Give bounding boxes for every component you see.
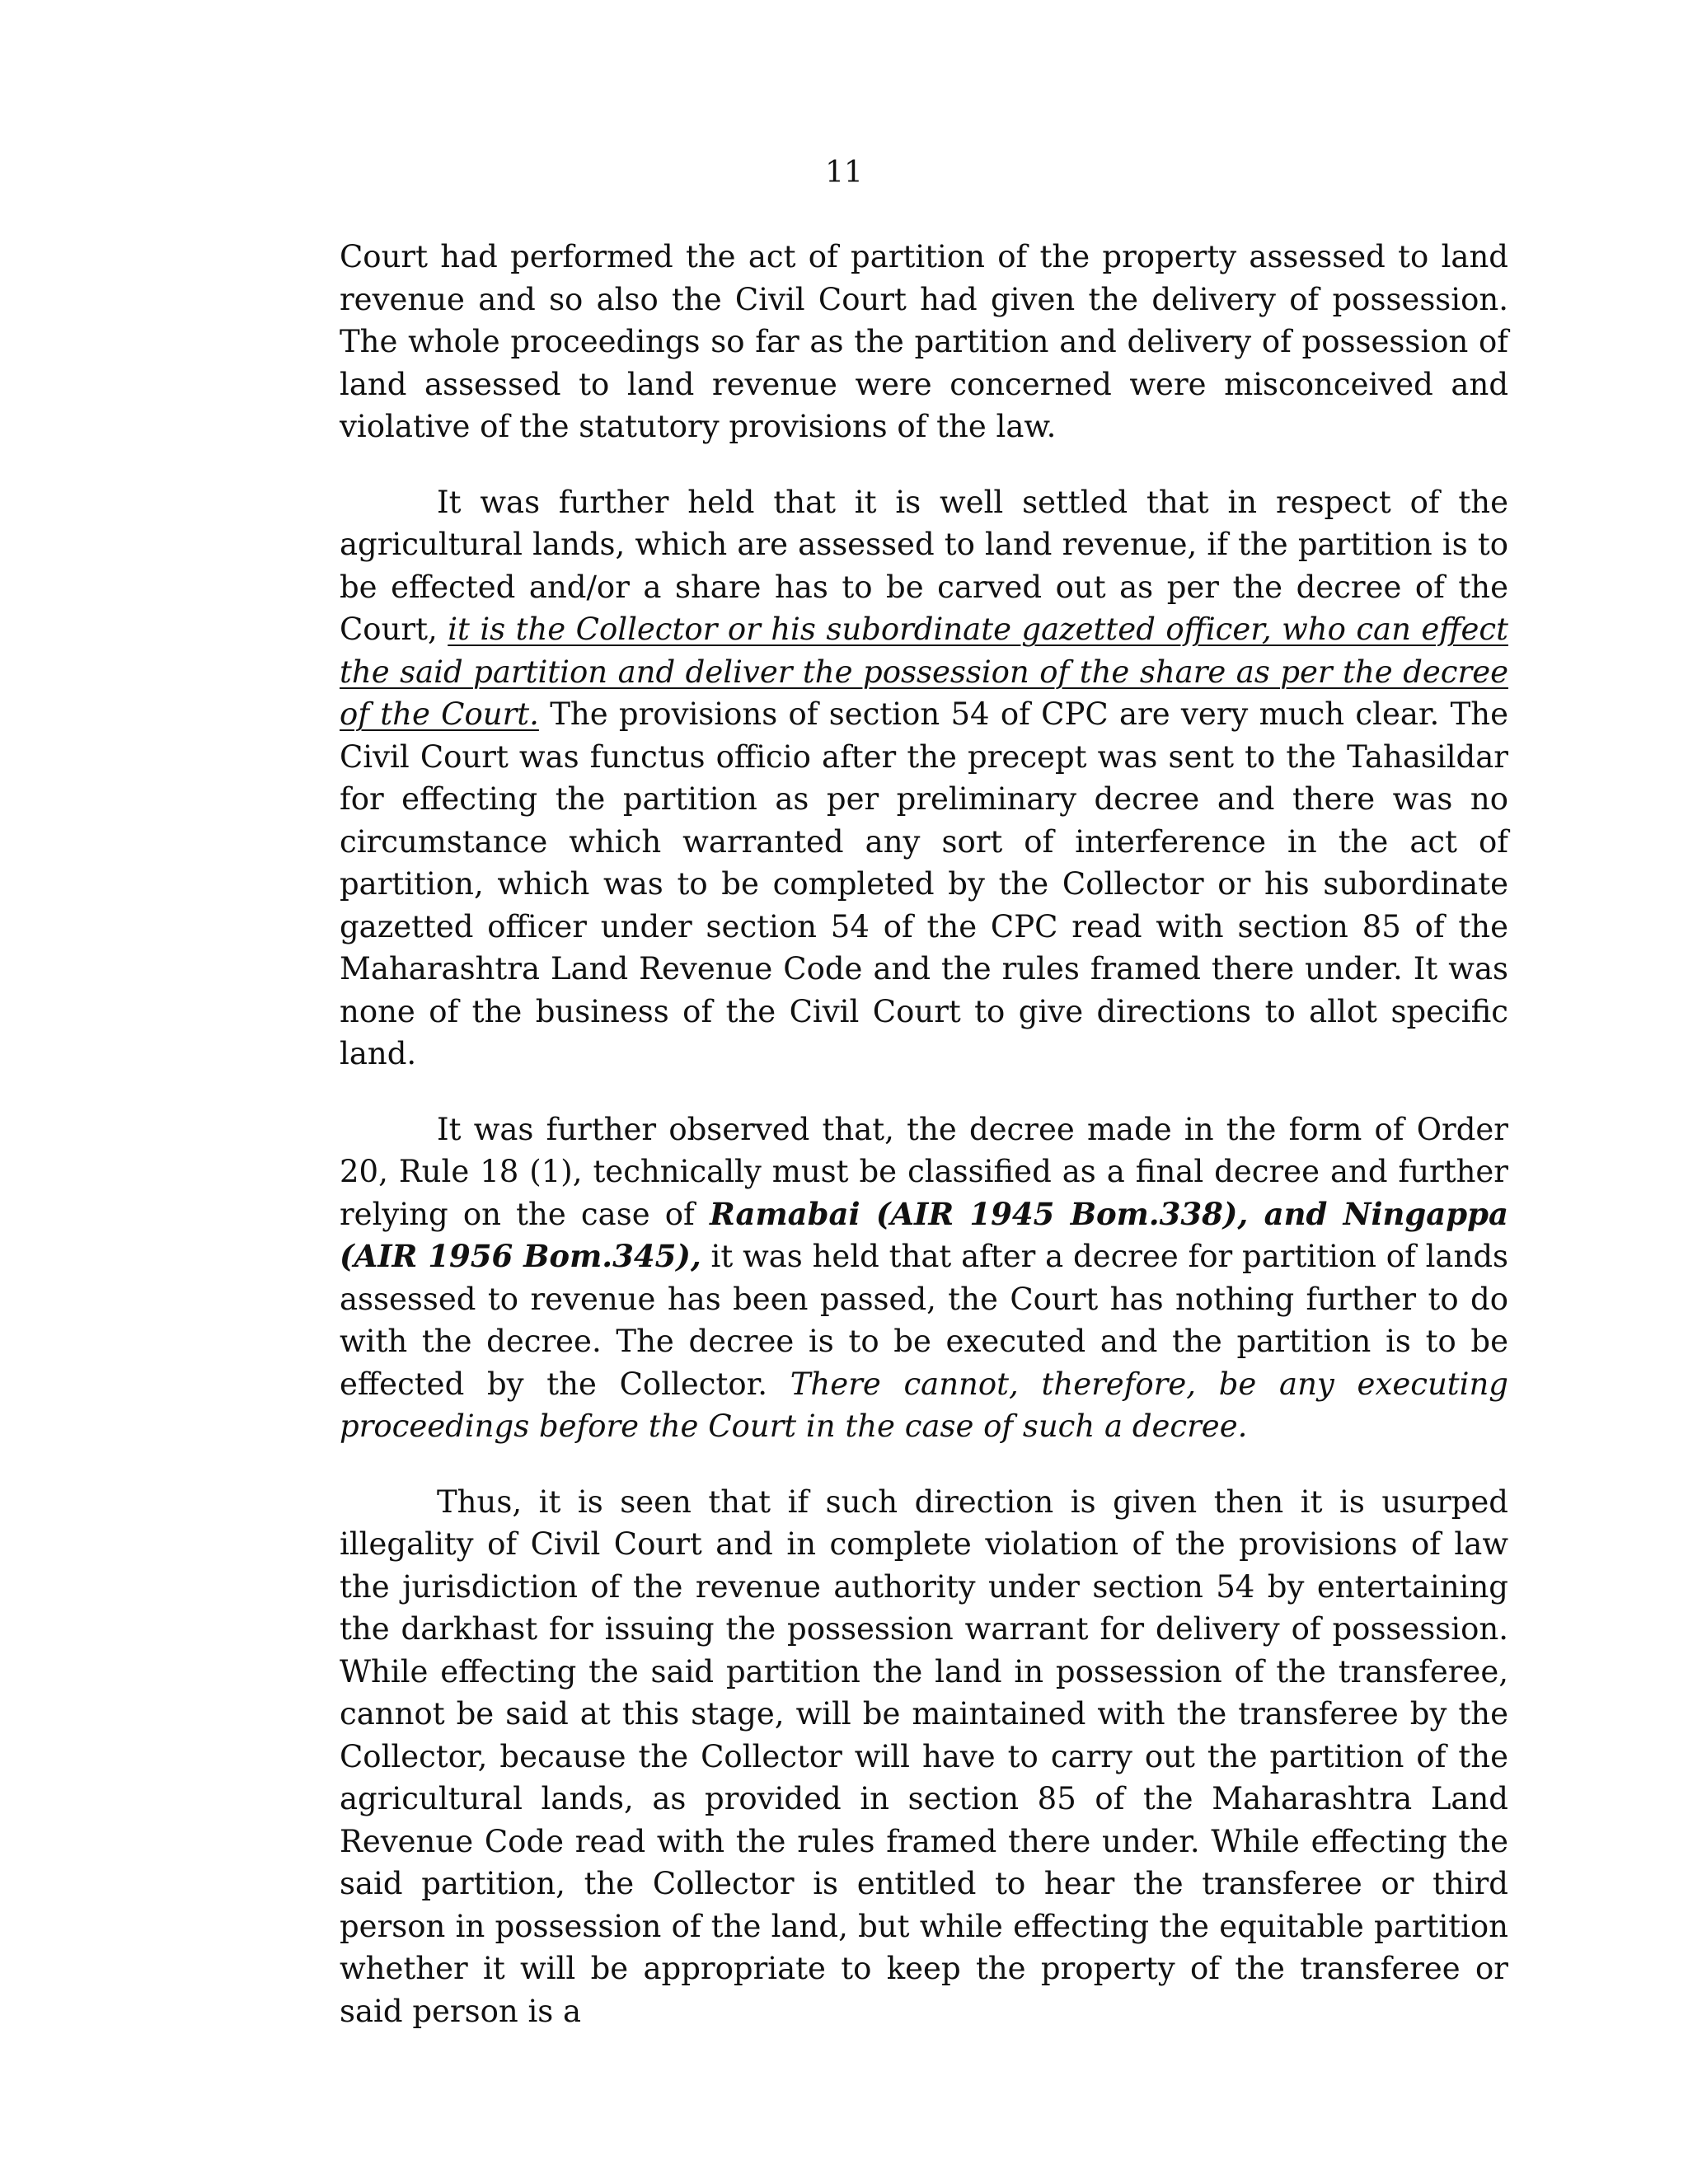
paragraph-text: It was further held that it is well settled that in respect of the agricultural lands, which are assessed to land revenue, if the partition is to be effected and/or a share has to be carved out as per the decree of the Court,: [340, 484, 1508, 647]
italic-conclusion: There cannot, therefore, be any executing proceedings before the Court in the case of such a decree.: [340, 1366, 1508, 1444]
paragraph-text: it was held that after a decree for partition of lands assessed to revenue has been passed, the Court has nothing further to do with the decree. The decree is to be executed and the partition is to be effected by the Collector.: [340, 1239, 1508, 1402]
paragraph-continuation: Court had performed the act of partition of the property assessed to land revenue and so also the Civil Court had given the delivery of possession. The whole proceedings so far as the partition and delivery of possession of land assessed to land revenue were concerned were misconceived and violative of the statutory provisions of the law.: [340, 239, 1508, 444]
page-number: 11: [825, 156, 863, 190]
paragraph-text: It was further observed that, the decree made in the form of Order 20, Rule 18 (1), technically must be classified as a final decree and further relying on the case of: [340, 1111, 1508, 1232]
paragraph-usurped-jurisdiction: Thus, it is seen that if such direction is given then it is usurped illegality of Civil Court and in complete violation of the provisions of law the jurisdiction of the revenue authority under section 54 by entertaining the darkhast for issuing the possession warrant for delivery of possession. While effecting the said partition the land in possession of the transferee, cannot be said at this stage, will be maintained with the transferee by the Collector, because the Collector will have to carry out the partition of the agricultural lands, as provided in section 85 of the Maharashtra Land Revenue Code read with the rules framed there under. While effecting the said partition, the Collector is entitled to hear the transferee or third person in possession of the land, but while effecting the equitable partition whether it will be appropriate to keep the property of the transferee or said person is a: [340, 1483, 1508, 2029]
paragraph-collector-partition: [340, 481, 1508, 1076]
case-citation: Ramabai (AIR 1945 Bom.338), and Ningappa (AIR 1956 Bom.345),: [340, 1195, 1508, 1274]
document-body: [340, 236, 1508, 2065]
underlined-holding: it is the Collector or his subordinate gazetted officer, who can effect the said partition and deliver the possession of the share as per the decree of the Court.: [340, 612, 1508, 732]
paragraph-final-decree: [340, 1108, 1508, 1448]
paragraph-text: The provisions of section 54 of CPC are very much clear. The Civil Court was functus officio after the precept was sent to the Tahasildar for effecting the partition as per preliminary decree and there was no circumstance which warranted any sort of interference in the act of partition, which was to be completed by the Collector or his subordinate gazetted officer under section 54 of the CPC read with section 85 of the Maharashtra Land Revenue Code and the rules framed there under. It was none of the business of the Civil Court to give directions to allot specific land.: [340, 696, 1508, 1071]
